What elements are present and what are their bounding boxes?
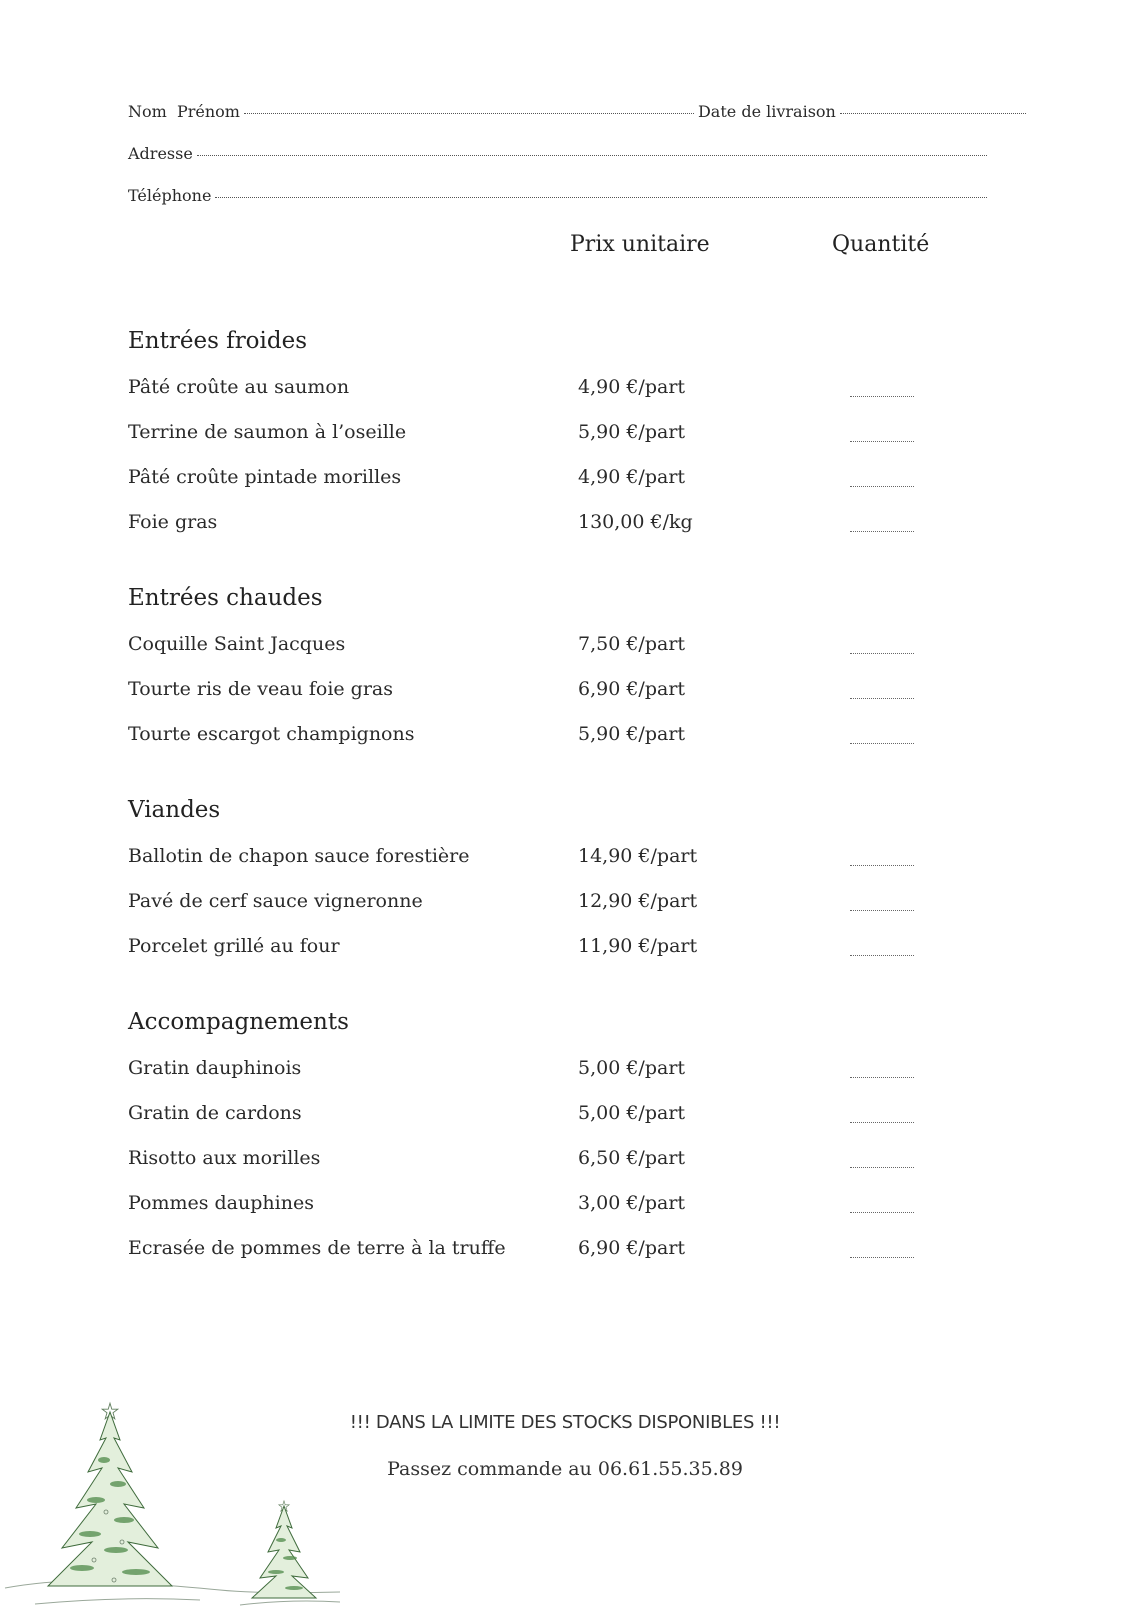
phone-label: Téléphone — [128, 186, 212, 205]
price-column-header: Prix unitaire — [570, 232, 710, 257]
menu-item-price: 6,90 €/part — [578, 1237, 686, 1259]
quantity-field[interactable] — [850, 910, 914, 911]
section-title: Entrées froides — [128, 328, 308, 354]
menu-item-name: Tourte ris de veau foie gras — [128, 678, 394, 700]
stock-notice: !!! DANS LA LIMITE DES STOCKS DISPONIBLES !!! — [349, 1412, 781, 1433]
menu-item-price: 11,90 €/part — [578, 935, 698, 957]
order-phone: Passez commande au 06.61.55.35.89 — [387, 1458, 743, 1480]
quantity-field[interactable] — [850, 396, 914, 397]
menu-item-price: 12,90 €/part — [578, 890, 698, 912]
menu-item-price: 130,00 €/kg — [578, 511, 693, 533]
address-label: Adresse — [128, 144, 193, 163]
address-field[interactable] — [197, 155, 987, 156]
menu-item-price: 14,90 €/part — [578, 845, 698, 867]
section-title: Entrées chaudes — [128, 585, 323, 611]
quantity-field[interactable] — [850, 1257, 914, 1258]
menu-item-name: Coquille Saint Jacques — [128, 633, 346, 655]
menu-item-price: 6,90 €/part — [578, 678, 686, 700]
section-title: Viandes — [128, 797, 221, 823]
menu-item-price: 7,50 €/part — [578, 633, 686, 655]
menu-item-name: Pavé de cerf sauce vigneronne — [128, 890, 423, 912]
name-field[interactable] — [244, 113, 694, 114]
menu-item-price: 5,00 €/part — [578, 1102, 686, 1124]
large-tree — [48, 1403, 172, 1586]
section-title: Accompagnements — [128, 1009, 349, 1035]
delivery-date-field[interactable] — [840, 113, 1026, 114]
quantity-field[interactable] — [850, 698, 914, 699]
menu-item-name: Pâté croûte au saumon — [128, 376, 350, 398]
delivery-date-label: Date de livraison — [697, 102, 836, 121]
menu-item-name: Gratin de cardons — [128, 1102, 302, 1124]
small-tree — [252, 1501, 316, 1598]
quantity-field[interactable] — [850, 865, 914, 866]
menu-item-price: 6,50 €/part — [578, 1147, 686, 1169]
menu-item-name: Terrine de saumon à l’oseille — [128, 421, 407, 443]
form-row-phone — [128, 186, 991, 205]
quantity-field[interactable] — [850, 1167, 914, 1168]
menu-item-price: 5,00 €/part — [578, 1057, 686, 1079]
menu-item-name: Ballotin de chapon sauce forestière — [128, 845, 470, 867]
menu-item-name: Pommes dauphines — [128, 1192, 314, 1214]
quantity-field[interactable] — [850, 955, 914, 956]
quantity-field[interactable] — [850, 1212, 914, 1213]
menu-item-name: Gratin dauphinois — [128, 1057, 302, 1079]
quantity-field[interactable] — [850, 1122, 914, 1123]
quantity-field[interactable] — [850, 531, 914, 532]
quantity-field[interactable] — [850, 653, 914, 654]
form-row-address — [128, 144, 991, 163]
phone-field[interactable] — [215, 197, 987, 198]
quantity-field[interactable] — [850, 1077, 914, 1078]
form-row-name — [128, 102, 1030, 121]
quantity-field[interactable] — [850, 486, 914, 487]
quantity-field[interactable] — [850, 441, 914, 442]
menu-item-name: Tourte escargot champignons — [128, 723, 415, 745]
menu-item-price: 4,90 €/part — [578, 466, 686, 488]
quantity-column-header: Quantité — [832, 232, 930, 257]
menu-item-name: Pâté croûte pintade morilles — [128, 466, 402, 488]
menu-item-name: Foie gras — [128, 511, 218, 533]
menu-item-name: Porcelet grillé au four — [128, 935, 340, 957]
christmas-trees-icon — [0, 1400, 360, 1608]
menu-item-name: Ecrasée de pommes de terre à la truffe — [128, 1237, 506, 1259]
quantity-field[interactable] — [850, 743, 914, 744]
menu-item-price: 5,90 €/part — [578, 421, 686, 443]
menu-item-name: Risotto aux morilles — [128, 1147, 321, 1169]
name-label: Nom Prénom — [128, 102, 240, 121]
menu-item-price: 4,90 €/part — [578, 376, 686, 398]
menu-item-price: 5,90 €/part — [578, 723, 686, 745]
menu-item-price: 3,00 €/part — [578, 1192, 686, 1214]
